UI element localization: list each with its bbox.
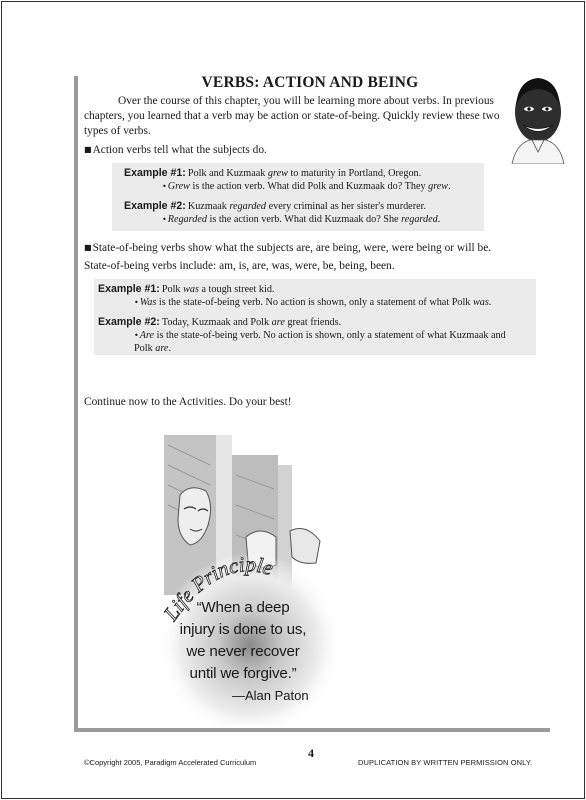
being-example-1-explanation: •Was is the state-of-being verb. No action is shown, only a statement of what Polk was.: [134, 297, 492, 308]
intro-paragraph: Over the course of this chapter, you will be learning more about verbs. In previous chapters, you learned that a verb may be action or state-of-being. Quickly review these two types of verbs.: [84, 95, 500, 137]
portrait-image: [506, 72, 570, 164]
life-principle-quote: “When a deep injury is done to us, we never recover until we forgive.”: [179, 599, 307, 682]
being-example-2-explanation: •Are is the state-of-being verb. No action is shown, only a statement of what Kuzmaak and Polk are.: [134, 330, 506, 354]
permission-notice: DUPLICATION BY WRITTEN PERMISSION ONLY.: [358, 758, 533, 767]
action-verbs-bullet: ■Action verbs tell what the subjects do.: [84, 144, 267, 156]
being-verbs-bullet: ■State-of-being verbs show what the subjects are, are being, were, were being or will be.: [84, 242, 492, 254]
action-example-1: Example #1: Polk and Kuzmaak grew to maturity in Portland, Oregon. •Grew is the action verb. What did Polk and Kuzmaak do? They grew.: [124, 167, 484, 193]
dot-bullet-icon: •: [162, 215, 167, 224]
being-example-1: Example #1: Polk was a tough street kid. •Was is the state-of-being verb. No action is shown, only a statement of what Polk was.: [98, 283, 534, 309]
frame-left-rule: [74, 76, 78, 732]
dot-bullet-icon: •: [162, 182, 167, 191]
dot-bullet-icon: •: [134, 298, 139, 307]
page-number: 4: [308, 746, 314, 760]
square-bullet-icon: ■: [84, 243, 92, 252]
page-title: VERBS: ACTION AND BEING: [201, 74, 419, 91]
action-example-1-explanation: •Grew is the action verb. What did Polk and Kuzmaak do? They grew.: [162, 181, 451, 192]
square-bullet-icon: ■: [84, 145, 92, 154]
life-principle-heading: Life Principle: [158, 552, 276, 625]
dot-bullet-icon: •: [134, 331, 139, 340]
action-example-2: Example #2: Kuzmaak regarded every criminal as her sister's murderer. •Regarded is the action verb. What did Kuzmaak do? She regarded.: [124, 200, 484, 226]
being-example-2: Example #2: Today, Kuzmaak and Polk are great friends. •Are is the state-of-being verb. No action is shown, only a statement of what Kuzmaak and Polk are.: [98, 316, 534, 355]
quote-author: —Alan Paton: [232, 688, 309, 703]
action-example-2-explanation: •Regarded is the action verb. What did Kuzmaak do? She regarded.: [162, 214, 441, 225]
frame-bottom-rule: [74, 728, 550, 732]
copyright-notice: ©Copyright 2005, Paradigm Accelerated Curriculum: [84, 758, 257, 767]
being-verbs-list: State-of-being verbs include: am, is, are, was, were, be, being, been.: [84, 260, 395, 272]
continue-instruction: Continue now to the Activities. Do your best!: [84, 396, 292, 408]
